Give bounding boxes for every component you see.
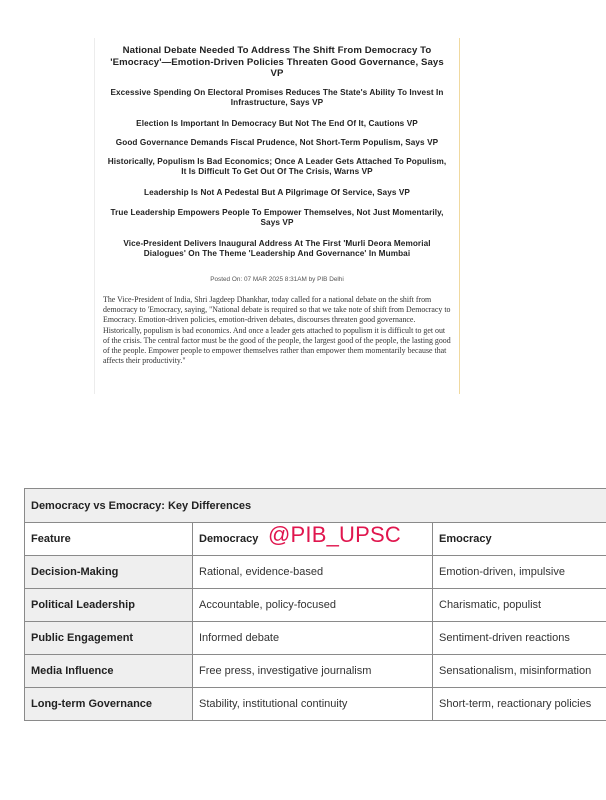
header-emocracy: Emocracy [433,523,606,556]
watermark-handle: @PIB_UPSC [268,522,401,547]
democracy-cell: Informed debate [193,622,433,655]
democracy-cell: Free press, investigative journalism [193,655,433,688]
posted-date: Posted On: 07 MAR 2025 8:31AM by PIB Delhi [210,276,344,283]
table-row [25,589,606,622]
emocracy-cell: Sensationalism, misinformation [433,655,606,688]
sub-headline: Election Is Important In Democracy But Not The End Of It, Cautions VP [136,119,418,128]
sub-headline: Leadership Is Not A Pedestal But A Pilgrimage Of Service, Says VP [143,188,410,197]
table-row [25,655,606,688]
table-row [25,688,606,721]
sub-headline: Historically, Populism Is Bad Economics; Once A Leader Gets Attached To Populism, It Is Difficult To Get Out Of The Crisis, Warns VP [107,157,447,176]
table-row [25,622,606,655]
democracy-cell: Accountable, policy-focused [193,589,433,622]
header-feature: Feature [25,523,193,556]
emocracy-cell: Emotion-driven, impulsive [433,556,606,589]
table-caption: Democracy vs Emocracy: Key Differences [25,489,606,523]
feature-cell: Decision-Making [25,556,193,589]
sub-headline: Excessive Spending On Electoral Promises Reduces The State's Ability To Invest In Infrastructure, Says VP [110,88,444,107]
sub-headline: Good Governance Demands Fiscal Prudence, Not Short-Term Populism, Says VP [115,138,439,147]
table-row [25,556,606,589]
feature-cell: Political Leadership [25,589,193,622]
emocracy-cell: Charismatic, populist [433,589,606,622]
emocracy-cell: Sentiment-driven reactions [433,622,606,655]
democracy-cell: Rational, evidence-based [193,556,433,589]
press-release-card [94,38,460,394]
release-body-text: The Vice-President of India, Shri Jagdeep Dhankhar, today called for a national debate on the shift from democracy to 'Emocracy, saying, "National debate is required so that we take note of shift from Democracy to Emocracy. Emotion-driven policies, emotion-driven debates, discourses threaten good governance. Historically, populism is bad economics. And once a leader gets attached to populism it is difficult to get out of the crisis. The central factor must be the good of the people, the largest good of the people, the lasting good of the people. Empower people to empower themselves rather than empower them momentarily because that affects their productivity." [103,295,451,366]
sub-headline: Vice-President Delivers Inaugural Address At The First 'Murli Deora Memorial Dialogues' On The Theme 'Leadership And Governance' In Mumbai [123,239,431,258]
emocracy-cell: Short-term, reactionary policies [433,688,606,721]
feature-cell: Long-term Governance [25,688,193,721]
sub-headline: True Leadership Empowers People To Empower Themselves, Not Just Momentarily, Says VP [110,208,444,227]
header-democracy: Democracy [193,523,433,556]
feature-cell: Public Engagement [25,622,193,655]
democracy-cell: Stability, institutional continuity [193,688,433,721]
feature-cell: Media Influence [25,655,193,688]
main-headline: National Debate Needed To Address The Shift From Democracy To 'Emocracy'—Emotion-Driven Policies Threaten Good Governance, Says VP [110,45,444,79]
